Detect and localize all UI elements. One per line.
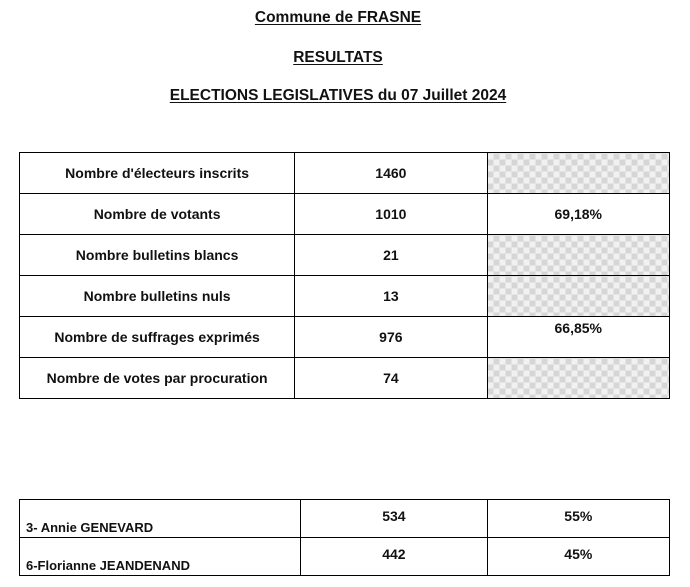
table-row: [20, 276, 670, 317]
stat-value: 13: [295, 276, 487, 317]
stat-percentage-shaded: [487, 235, 669, 276]
stat-label: Nombre d'électeurs inscrits: [20, 153, 295, 194]
results-heading: RESULTATS: [293, 49, 383, 66]
stat-percentage: 66,85%: [487, 317, 669, 358]
stat-value: 976: [295, 317, 487, 358]
stat-percentage-shaded: [487, 358, 669, 399]
commune-title: Commune de FRASNE: [254, 9, 422, 26]
statistics-table: [19, 152, 670, 399]
candidate-votes: 534: [301, 500, 487, 538]
candidate-share: 55%: [487, 500, 669, 538]
table-row: [20, 153, 670, 194]
stat-value: 74: [295, 358, 487, 399]
stat-value: 1010: [295, 194, 487, 235]
stat-label: Nombre bulletins nuls: [20, 276, 295, 317]
stat-percentage: 69,18%: [487, 194, 669, 235]
table-row: [20, 500, 670, 538]
table-row: [20, 358, 670, 399]
election-title: ELECTIONS LEGISLATIVES du 07 Juillet 2024: [169, 87, 507, 104]
stat-value: 21: [295, 235, 487, 276]
stat-percentage-shaded: [487, 153, 669, 194]
stat-label: Nombre de votes par procuration: [20, 358, 295, 399]
stat-label: Nombre de suffrages exprimés: [20, 317, 295, 358]
stat-label: Nombre de votants: [20, 194, 295, 235]
table-row: [20, 235, 670, 276]
table-row: [20, 194, 670, 235]
stat-label: Nombre bulletins blancs: [20, 235, 295, 276]
stat-percentage-shaded: [487, 276, 669, 317]
stat-value: 1460: [295, 153, 487, 194]
candidate-name: 3- Annie GENEVARD: [20, 500, 301, 538]
table-row: [20, 538, 670, 576]
candidate-share: 45%: [487, 538, 669, 576]
table-row: [20, 317, 670, 358]
candidate-results-table: [19, 499, 670, 576]
candidate-votes: 442: [301, 538, 487, 576]
candidate-name: 6-Florianne JEANDENAND: [20, 538, 301, 576]
